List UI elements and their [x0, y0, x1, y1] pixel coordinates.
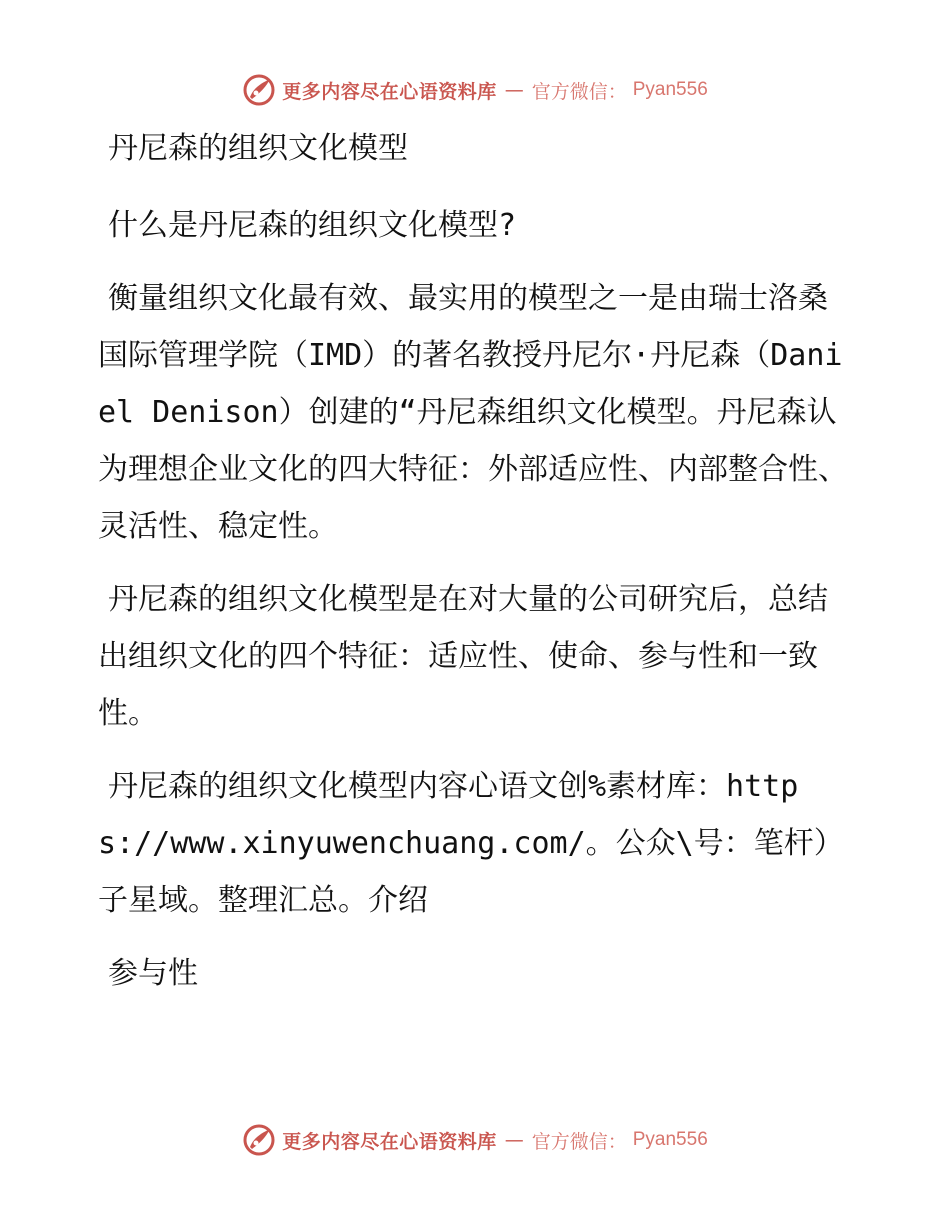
paragraph-4: 参与性	[108, 956, 198, 991]
section-question: 什么是丹尼森的组织文化模型?	[108, 208, 517, 243]
footer-official-label: 官方微信：	[531, 1130, 627, 1153]
footer-wechat-handle: Pyan556	[632, 1129, 708, 1150]
document-title: 丹尼森的组织文化模型	[108, 131, 408, 166]
footer-brand-text: 更多内容尽在心语资料库	[282, 1130, 497, 1153]
footer-dash: —	[504, 1129, 524, 1151]
paragraph-1: 衡量组织文化最有效、最实用的模型之一是由瑞士洛桑国际管理学院（IMD）的著名教授丹尼尔·丹尼森（Daniel Denison）创建的“丹尼森组织文化模型。丹尼森认为理想企业文化的四大特征：外部适应性、内部整合性、灵活性、稳定性。	[98, 281, 848, 544]
pen-logo-icon	[242, 73, 276, 107]
footer-watermark	[0, 1120, 950, 1160]
header-brand-text: 更多内容尽在心语资料库	[282, 80, 497, 103]
header-wechat-handle: Pyan556	[632, 79, 708, 100]
document-body	[98, 120, 850, 1018]
paragraph-3: 丹尼森的组织文化模型内容心语文创%素材库：https://www.xinyuwenchuang.com/。公众\号：笔杆）子星域。整理汇总。介绍	[98, 769, 844, 918]
paragraph-2: 丹尼森的组织文化模型是在对大量的公司研究后，总结出组织文化的四个特征：适应性、使命、参与性和一致性。	[98, 582, 828, 731]
pen-logo-icon	[242, 1123, 276, 1157]
header-watermark	[0, 70, 950, 110]
header-official-label: 官方微信：	[531, 80, 627, 103]
header-dash: —	[504, 79, 524, 101]
